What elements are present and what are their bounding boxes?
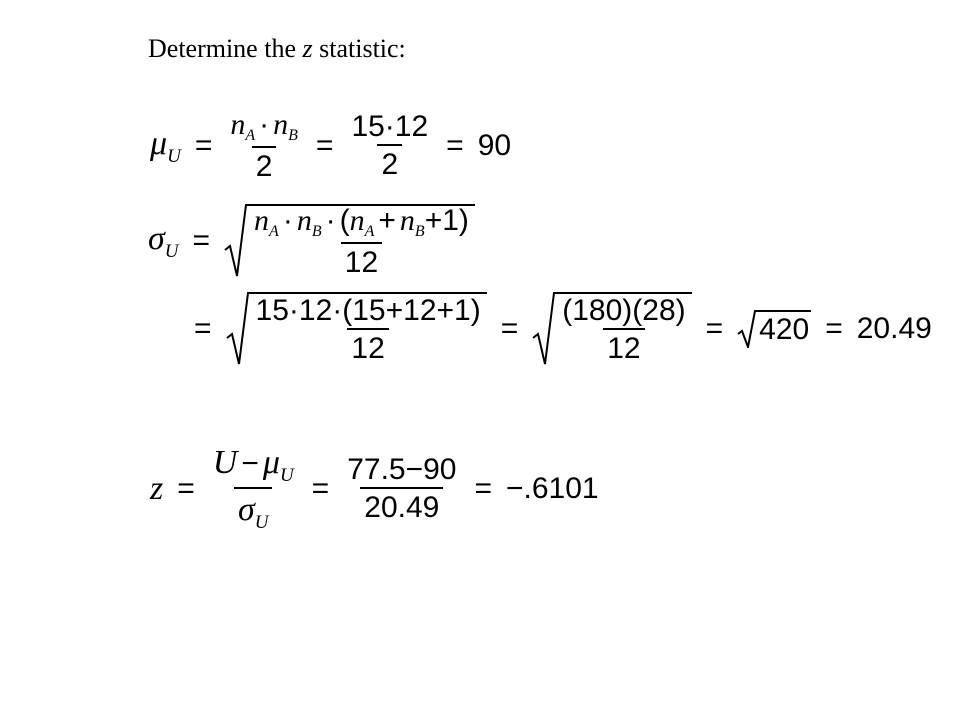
fraction-numerator: 15·12·(15+12+1) <box>255 294 481 327</box>
equals-sign: = <box>194 129 213 162</box>
fraction-denominator: 12 <box>347 328 388 364</box>
equals-sign: = <box>315 129 334 162</box>
equals-sign: = <box>177 472 195 505</box>
fraction-denominator: 2 <box>377 144 402 180</box>
heading-text-after: statistic: <box>312 34 406 63</box>
equals-sign: = <box>825 312 843 345</box>
sigma-u-numeric-fraction <box>252 296 485 364</box>
radical-sign-icon <box>532 292 556 366</box>
equals-sign: = <box>446 129 464 162</box>
mu-u-lhs: μU <box>150 124 181 167</box>
heading-text-before: Determine the <box>148 34 303 63</box>
equals-sign: = <box>705 312 724 345</box>
heading-variable-z: z <box>302 34 313 63</box>
fraction-numerator: 15·12 <box>351 110 429 143</box>
fraction-denominator: 12 <box>341 242 382 278</box>
sqrt-radicand: 420 <box>757 310 811 348</box>
sigma-u-result: 20.49 <box>856 312 932 345</box>
radical-sign-icon <box>224 204 248 278</box>
equals-sign: = <box>474 472 493 505</box>
fraction-numerator: (180)(28) <box>562 294 686 327</box>
z-result: −.6101 <box>506 472 599 505</box>
sigma-u-formula-fraction <box>250 206 473 278</box>
sqrt-symbol <box>224 204 475 278</box>
radical-sign-icon <box>226 292 250 366</box>
z-equation <box>150 446 599 532</box>
z-lhs: z <box>150 470 164 507</box>
slide-heading <box>148 34 406 64</box>
fraction-numerator: U − μU <box>212 444 294 486</box>
mu-u-numeric-fraction <box>347 112 432 180</box>
sigma-u-equation <box>148 204 475 278</box>
mu-u-formula-fraction <box>226 110 302 182</box>
mu-u-result: 90 <box>477 129 512 162</box>
equals-sign: = <box>194 312 212 345</box>
equals-sign: = <box>192 224 211 257</box>
fraction-numerator: $n_A \cdot n_B \cdot (n_A + n_B+1)$ <box>254 204 469 240</box>
sigma-u-lhs: σU <box>148 219 179 262</box>
z-formula-fraction <box>209 446 298 532</box>
fraction-numerator: $n_A \cdot n_B$ <box>230 108 298 144</box>
radical-sign-icon <box>737 310 757 348</box>
sigma-u-calculation <box>180 292 932 366</box>
fraction-denominator: 12 <box>603 328 644 364</box>
fraction-denominator: σU <box>234 487 273 532</box>
equals-sign: = <box>500 312 519 345</box>
equals-sign: = <box>311 472 330 505</box>
fraction-numerator: 77.5−90 <box>347 453 457 486</box>
z-numeric-fraction <box>343 455 460 523</box>
sqrt-symbol <box>532 292 691 366</box>
fraction-denominator: 20.49 <box>360 487 443 523</box>
mu-u-equation <box>150 110 511 182</box>
sqrt-symbol <box>737 310 811 348</box>
sigma-u-product-fraction <box>558 296 689 364</box>
fraction-denominator: 2 <box>252 146 277 182</box>
sqrt-symbol <box>226 292 487 366</box>
